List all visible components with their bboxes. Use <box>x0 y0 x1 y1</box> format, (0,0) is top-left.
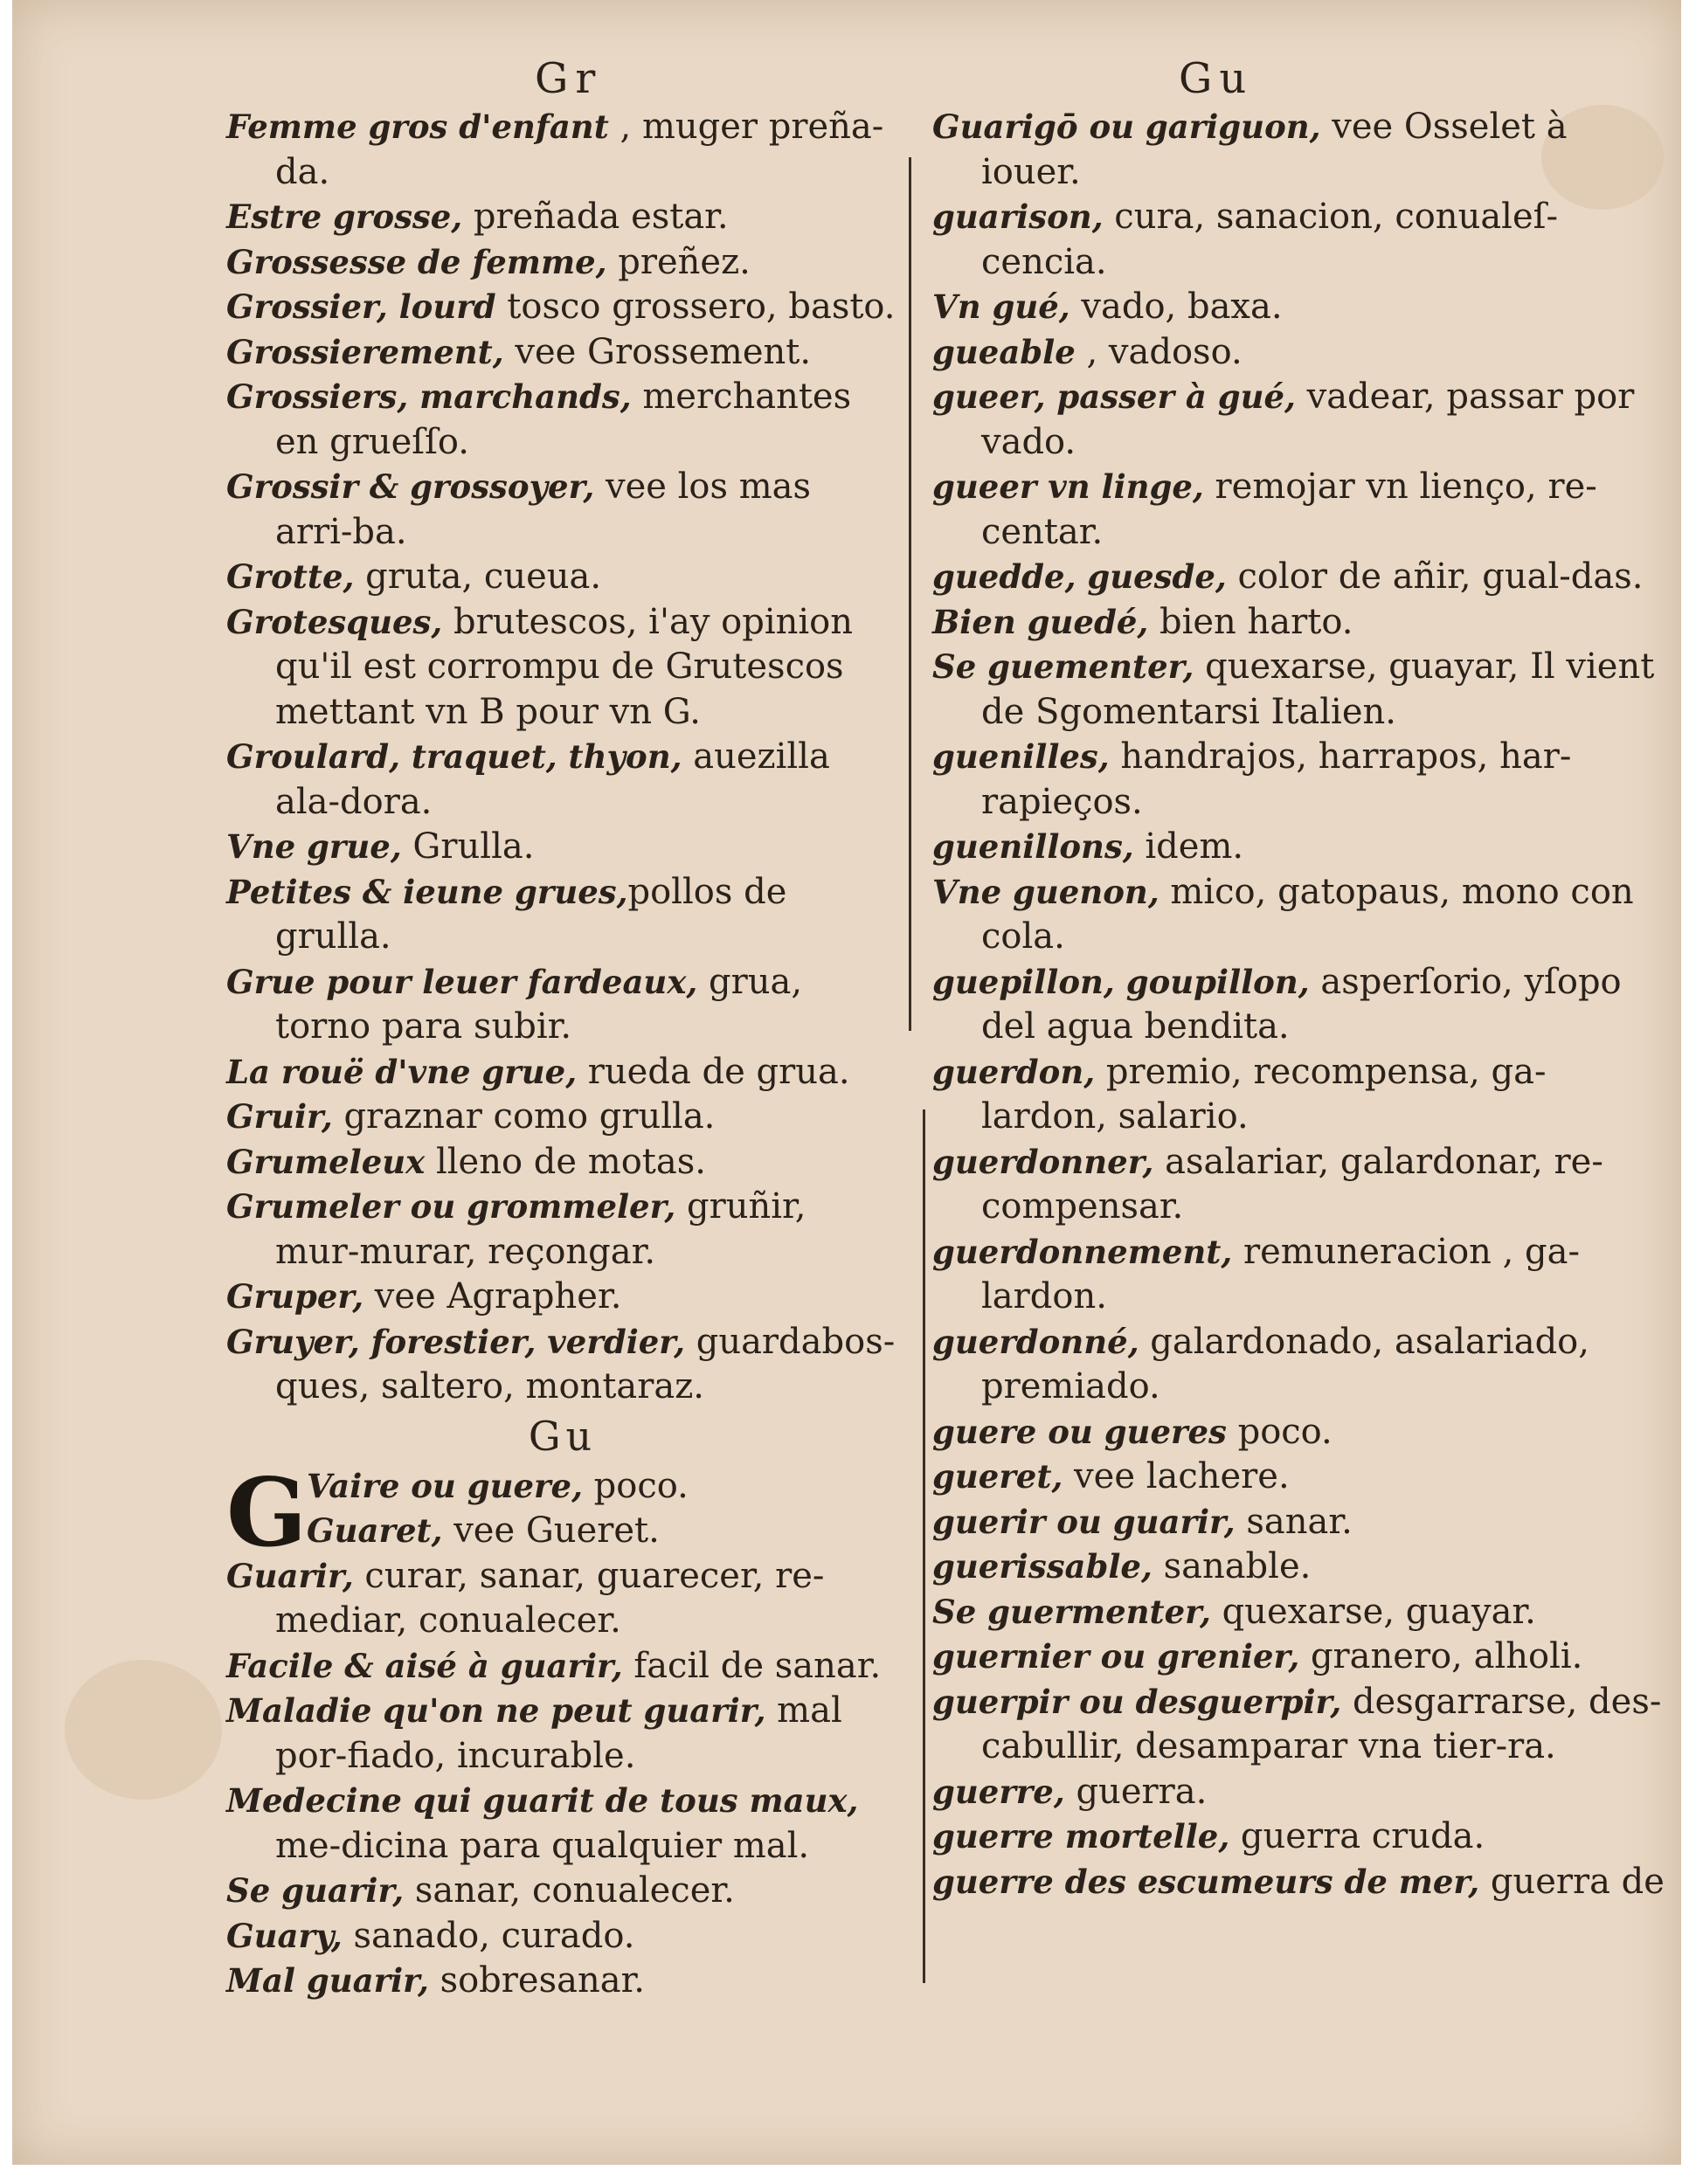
translation: sobresanar. <box>428 1960 646 2001</box>
headword: Petites & ieune grues, <box>226 872 628 911</box>
headword: guerdon, <box>932 1052 1096 1091</box>
translation: vee Agrapher. <box>363 1276 622 1317</box>
headword: Gruir, <box>226 1097 333 1136</box>
translation: mico, gatopaus, mono con cola. <box>981 871 1634 957</box>
translation: vee lachere. <box>1063 1456 1290 1496</box>
dictionary-entry <box>226 1689 899 1779</box>
headword: Se guarir, <box>226 1871 405 1910</box>
dictionary-entry <box>226 1554 899 1644</box>
translation: vee Osselet à iouer. <box>981 107 1568 192</box>
headword: guerre des escumeurs de mer, <box>932 1862 1480 1901</box>
dictionary-entry <box>226 240 899 286</box>
translation: remojar vn lienço, re-centar. <box>981 467 1597 552</box>
headword: Medecine qui guarit de tous maux, <box>226 1781 859 1820</box>
translation: quexarse, guayar. <box>1210 1591 1536 1632</box>
dictionary-entry <box>932 1140 1666 1230</box>
translation: poco. <box>1226 1411 1333 1452</box>
dictionary-entry <box>932 1680 1666 1770</box>
translation: vadear, passar por vado. <box>981 377 1635 462</box>
translation: vee los mas arri-ba. <box>275 467 812 552</box>
dictionary-entry <box>932 285 1666 330</box>
left-entries-dropcap <box>307 1464 899 1554</box>
headword: Vne guenon, <box>932 872 1159 911</box>
translation: rueda de grua. <box>577 1051 850 1092</box>
left-entries <box>226 105 899 1410</box>
headword: gueer vn linge, <box>932 467 1204 506</box>
dictionary-entry <box>932 960 1666 1050</box>
column-rule <box>923 1109 925 1983</box>
translation: sanado, curado. <box>342 1915 635 1956</box>
dictionary-entry <box>307 1509 899 1554</box>
headword: Guarigō ou gariguon, <box>932 107 1321 146</box>
headword: Facile & aisé à guarir, <box>226 1646 623 1685</box>
translation: auezilla ala-dora. <box>275 736 830 822</box>
translation: guerra. <box>1064 1771 1208 1812</box>
dictionary-entry <box>932 375 1666 465</box>
translation: color de añir, gual-das. <box>1226 556 1644 597</box>
dictionary-entry <box>932 105 1666 195</box>
headword: Vaire ou guere, <box>307 1466 583 1505</box>
translation: handrajos, harrapos, har-rapieços. <box>981 736 1572 822</box>
translation: remuneracion , ga-lardon. <box>981 1231 1581 1317</box>
dictionary-entry <box>226 825 899 870</box>
translation: mal por-fiado, incurable. <box>275 1690 842 1776</box>
headword: guerissable, <box>932 1547 1153 1586</box>
paper-stain <box>65 1660 222 1800</box>
dictionary-entry <box>932 465 1666 555</box>
headword: Se guermenter, <box>932 1592 1211 1631</box>
headword: guerre, <box>932 1772 1065 1811</box>
drop-capital: G <box>226 1457 308 1568</box>
dictionary-entry <box>226 1320 899 1410</box>
headword: guenilles, <box>932 737 1110 776</box>
dictionary-entry <box>226 1185 899 1275</box>
left-column <box>226 105 899 2004</box>
headword: Grotesques, <box>226 602 443 641</box>
headword: gueret, <box>932 1457 1063 1496</box>
right-column <box>932 105 1666 1904</box>
dictionary-entry <box>932 195 1666 285</box>
translation: quexarse, guayar, Il vient de Sgomentarsi Italien. <box>981 646 1655 732</box>
dictionary-entry <box>932 1050 1666 1140</box>
dictionary-entry <box>226 105 899 195</box>
dictionary-entry <box>932 1500 1666 1545</box>
headword: Grue pour leuer fardeaux, <box>226 962 698 1001</box>
dictionary-entry <box>226 1869 899 1914</box>
headword: Grotte, <box>226 557 355 596</box>
dictionary-entry <box>226 1644 899 1690</box>
translation: tosco grossero, basto. <box>495 287 896 327</box>
dictionary-entry <box>932 600 1666 646</box>
headword: guerdonner, <box>932 1142 1154 1181</box>
dictionary-entry <box>932 330 1666 376</box>
headword: guedde, guesde, <box>932 557 1227 596</box>
book-page <box>12 0 1681 2165</box>
dictionary-entry <box>932 1545 1666 1590</box>
headword: gueable <box>932 332 1076 371</box>
translation: guerra cruda. <box>1229 1816 1485 1856</box>
dictionary-entry <box>932 1860 1666 1905</box>
headword: Grossiers, marchands, <box>226 377 632 416</box>
headword: gueer, passer à gué, <box>932 377 1296 416</box>
translation: guardabos-ques, saltero, montaraz. <box>275 1321 896 1406</box>
translation: preñez. <box>606 241 751 282</box>
left-entries-continued <box>226 1554 899 2004</box>
dictionary-entry <box>226 1959 899 2004</box>
headword: guenillons, <box>932 827 1134 866</box>
headword: guerpir ou desguerpir, <box>932 1682 1342 1721</box>
dictionary-entry <box>307 1464 899 1510</box>
dictionary-entry <box>226 1275 899 1320</box>
dictionary-entry <box>932 555 1666 600</box>
headword: La rouë d'vne grue, <box>226 1052 578 1091</box>
headword: guerir ou guarir, <box>932 1502 1236 1541</box>
dictionary-entry <box>932 825 1666 870</box>
dictionary-entry <box>226 1914 899 1959</box>
headword: Grumeler ou grommeler, <box>226 1187 676 1226</box>
headword: Gruyer, forestier, verdier, <box>226 1322 685 1361</box>
translation: idem. <box>1133 826 1244 867</box>
translation: galardonado, asalariado, premiado. <box>981 1321 1589 1406</box>
translation: sanar, conualecer. <box>404 1870 735 1911</box>
translation: asperſorio, yſopo del agua bendita. <box>981 961 1622 1047</box>
translation: vee Grossement. <box>503 331 812 372</box>
dictionary-entry <box>226 1095 899 1140</box>
headword: guarison, <box>932 197 1104 236</box>
translation: cura, sanacion, conualeſ-cencia. <box>981 197 1558 282</box>
headword: guere ou gueres <box>932 1412 1227 1451</box>
headword: Mal guarir, <box>226 1961 429 2000</box>
dictionary-entry <box>226 375 899 465</box>
translation: brutescos, i'ay opinion qu'il est corrompu de Grutescos mettant vn B pour vn G. <box>275 601 854 732</box>
headword: Vne grue, <box>226 827 402 866</box>
dictionary-entry <box>932 1814 1666 1860</box>
headword: Bien guedé, <box>932 602 1149 641</box>
headword: Guaret, <box>307 1511 443 1550</box>
headword: guerdonné, <box>932 1322 1139 1361</box>
translation: guerra de <box>1479 1861 1665 1902</box>
dictionary-entry <box>226 600 899 736</box>
right-running-head: Gu <box>1179 54 1254 103</box>
dictionary-entry <box>226 1779 899 1869</box>
dictionary-entry <box>226 960 899 1050</box>
left-running-head: Gr <box>535 54 603 103</box>
headword: guepillon, goupillon, <box>932 962 1310 1001</box>
translation: granero, alholi. <box>1299 1636 1583 1676</box>
dictionary-entry <box>226 465 899 555</box>
translation: , muger preña-da. <box>275 107 884 192</box>
translation: vado, baxa. <box>1069 287 1283 327</box>
headword: Guarir, <box>226 1556 354 1595</box>
headword: Femme gros d'enfant <box>226 107 609 146</box>
translation: preñada estar. <box>462 197 729 237</box>
headword: Grossierement, <box>226 332 504 371</box>
headword: Estre grosse, <box>226 197 463 236</box>
headword: Se guementer, <box>932 647 1194 686</box>
translation: sanable. <box>1152 1546 1312 1586</box>
translation: gruñir, mur-murar, reçongar. <box>275 1186 806 1272</box>
translation: graznar como grulla. <box>332 1096 716 1137</box>
translation: poco. <box>582 1465 689 1506</box>
headword: Groulard, traquet, thyon, <box>226 737 682 776</box>
dictionary-entry <box>226 555 899 600</box>
headword: Gruper, <box>226 1277 364 1316</box>
dictionary-entry <box>932 1635 1666 1680</box>
translation: , vadoso. <box>1075 331 1243 372</box>
translation: sanar. <box>1235 1501 1353 1542</box>
translation: pollos de grulla. <box>275 871 787 957</box>
headword: Grossir & grossoyer, <box>226 467 595 506</box>
headword: guerdonnement, <box>932 1232 1233 1271</box>
dictionary-entry <box>932 1410 1666 1455</box>
headword: guernier ou grenier, <box>932 1637 1300 1676</box>
dictionary-entry <box>932 1770 1666 1815</box>
section-heading: Gu <box>528 1412 598 1460</box>
translation: me-dicina para qualquier mal. <box>275 1825 810 1866</box>
translation: merchantes en grueſſo. <box>275 377 852 462</box>
dictionary-entry <box>226 195 899 240</box>
dictionary-entry <box>226 285 899 330</box>
dictionary-entry <box>932 870 1666 960</box>
headword: Maladie qu'on ne peut guarir, <box>226 1691 766 1730</box>
dictionary-entry <box>226 1050 899 1095</box>
translation: Grulla. <box>401 826 535 867</box>
column-rule <box>909 157 911 1031</box>
translation: facil de sanar. <box>622 1645 882 1686</box>
translation: bien harto. <box>1148 601 1353 642</box>
dictionary-entry <box>226 330 899 376</box>
headword: Grossier, lourd <box>226 287 496 326</box>
dictionary-entry <box>932 1590 1666 1635</box>
dictionary-entry <box>226 735 899 825</box>
translation: gruta, cueua. <box>354 556 602 597</box>
translation: grua, torno para subir. <box>275 961 803 1047</box>
right-entries <box>932 105 1666 1904</box>
dictionary-entry <box>932 1455 1666 1500</box>
dictionary-entry <box>932 645 1666 735</box>
dropcap-block <box>226 1457 899 1568</box>
translation: curar, sanar, guarecer, re-mediar, conualecer. <box>275 1555 825 1641</box>
translation: asalariar, galardonar, re-compensar. <box>981 1141 1603 1227</box>
dictionary-entry <box>932 1230 1666 1320</box>
translation: desgarrarse, des-cabullir, desamparar vna tier-ra. <box>981 1681 1662 1766</box>
translation: vee Gueret. <box>442 1510 660 1551</box>
dictionary-entry <box>226 870 899 960</box>
translation: lleno de motas. <box>425 1141 706 1182</box>
dictionary-entry <box>226 1140 899 1185</box>
dictionary-entry <box>932 735 1666 825</box>
headword: Grossesse de femme, <box>226 242 607 281</box>
headword: guerre mortelle, <box>932 1817 1230 1856</box>
dictionary-entry <box>932 1320 1666 1410</box>
headword: Vn gué, <box>932 287 1070 326</box>
translation: premio, recompensa, ga-lardon, salario. <box>981 1051 1547 1137</box>
headword: Grumeleux <box>226 1142 426 1181</box>
headword: Guary, <box>226 1916 343 1955</box>
